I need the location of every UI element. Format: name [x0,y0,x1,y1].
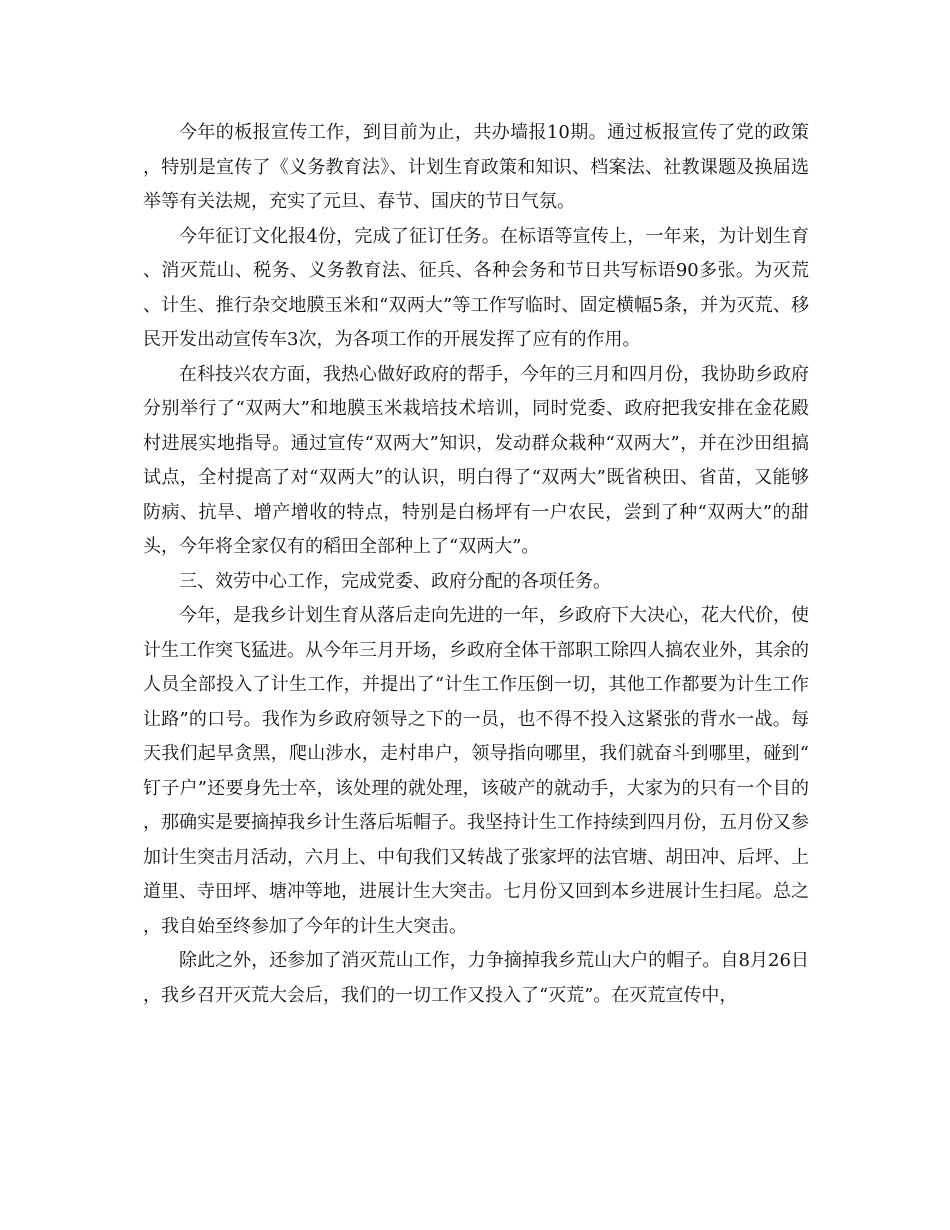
document-page [143,116,809,1013]
paragraph-barren-hills: 除此之外，还参加了消灭荒山工作，力争摘掉我乡荒山大户的帽子。自8月26日，我乡召开灭荒大会后，我们的一切工作又投入了“灭荒”。在灭荒宣传中， [143,950,809,1006]
paragraph-agricultural-technology: 在科技兴农方面，我热心做好政府的帮手，今年的三月和四月份，我协助乡政府分别举行了“双两大”和地膜玉米栽培技术培训，同时党委、政府把我安排在金花殿村进展实地指导。通过宣传“双两大”知识，发动群众栽种“双两大”，并在沙田组搞试点，全村提高了对“双两大”的认识，明白得了“双两大”既省秧田、省苗，又能够防病、抗旱、增产增收的特点，特别是白杨坪有一户农民，尝到了种“双两大”的甜头，今年将全家仅有的稻田全部种上了“双两大”。 [143,363,809,557]
paragraph-newspaper-subscription: 今年征订文化报4份，完成了征订任务。在标语等宣传上，一年来，为计划生育、消灭荒山、税务、义务教育法、征兵、各种会务和节日共写标语90多张。为灭荒、计生、推行杂交地膜玉米和“双两大”等工作写临时、固定横幅5条，并为灭荒、移民开发出动宣传车3次，为各项工作的开展发挥了应有的作用。 [143,225,809,350]
paragraph-blackboard-publicity: 今年的板报宣传工作，到目前为止，共办墙报10期。通过板报宣传了党的政策，特别是宣传了《义务教育法》、计划生育政策和知识、档案法、社教课题及换届选举等有关法规，充实了元旦、春节、国庆的节日气氛。 [143,122,809,212]
paragraph-family-planning: 今年，是我乡计划生育从落后走向先进的一年，乡政府下大决心，花大代价，使计生工作突飞猛进。从今年三月开场，乡政府全体干部职工除四人搞农业外，其余的人员全部投入了计生工作，并提出了“计生工作压倒一切，其他工作都要为计生工作让路”的口号。我作为乡政府领导之下的一员，也不得不投入这紧张的背水一战。每天我们起早贪黑，爬山涉水，走村串户，领导指向哪里，我们就奋斗到哪里，碰到“钉子户”还要身先士卒，该处理的就处理，该破产的就动手，大家为的只有一个目的，那确实是要摘掉我乡计生落后垢帽子。我坚持计生工作持续到四月份，五月份又参加计生突击月活动，六月上、中旬我们又转战了张家坪的法官塘、胡田冲、后坪、上道里、寺田坪、塘冲等地，进展计生大突击。七月份又回到本乡进展计生扫尾。总之，我自始至终参加了今年的计生大突击。 [143,605,809,937]
section-heading-central-work: 三、效劳中心工作，完成党委、政府分配的各项任务。 [179,570,611,592]
